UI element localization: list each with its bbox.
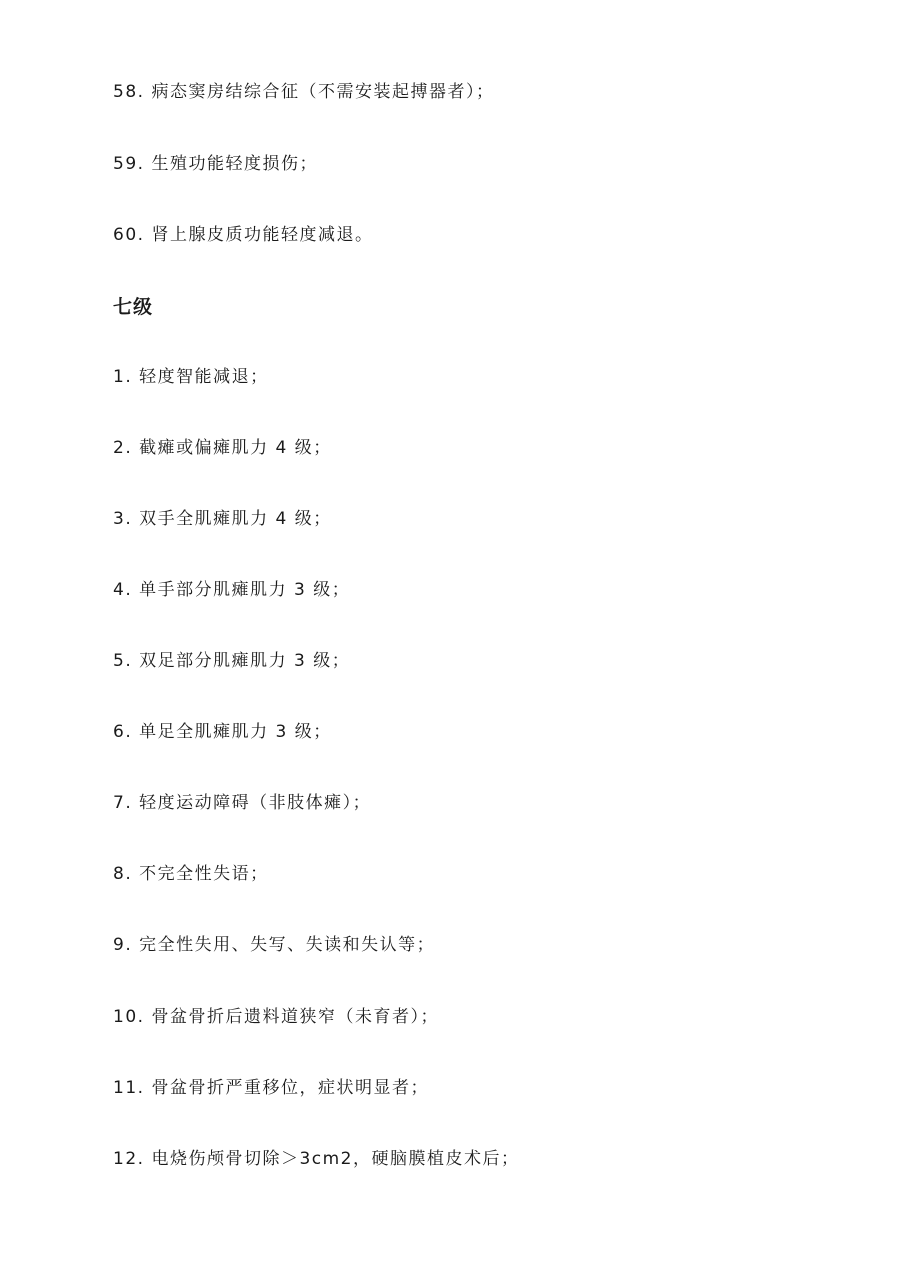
- list-item-3: 3. 双手全肌瘫肌力 4 级；: [113, 509, 332, 529]
- section-heading: 七级: [113, 296, 154, 318]
- list-item-9: 9. 完全性失用、失写、失读和失认等；: [113, 935, 436, 955]
- list-item-6: 6. 单足全肌瘫肌力 3 级；: [113, 722, 332, 742]
- list-item-58: 58. 病态窦房结综合征（不需安装起搏器者）；: [113, 82, 495, 102]
- list-item-4: 4. 单手部分肌瘫肌力 3 级；: [113, 580, 351, 600]
- list-item-59: 59. 生殖功能轻度损伤；: [113, 154, 318, 174]
- list-item-7: 7. 轻度运动障碍（非肢体瘫）；: [113, 793, 372, 813]
- list-item-60: 60. 肾上腺皮质功能轻度减退。: [113, 225, 374, 245]
- list-item-2: 2. 截瘫或偏瘫肌力 4 级；: [113, 438, 332, 458]
- list-item-8: 8. 不完全性失语；: [113, 864, 269, 884]
- list-item-5: 5. 双足部分肌瘫肌力 3 级；: [113, 651, 351, 671]
- list-item-12: 12. 电烧伤颅骨切除＞3cm2，硬脑膜植皮术后；: [113, 1149, 520, 1169]
- list-item-1: 1. 轻度智能减退；: [113, 367, 269, 387]
- list-item-10: 10. 骨盆骨折后遗料道狭窄（未育者）；: [113, 1007, 439, 1027]
- list-item-11: 11. 骨盆骨折严重移位，症状明显者；: [113, 1078, 429, 1098]
